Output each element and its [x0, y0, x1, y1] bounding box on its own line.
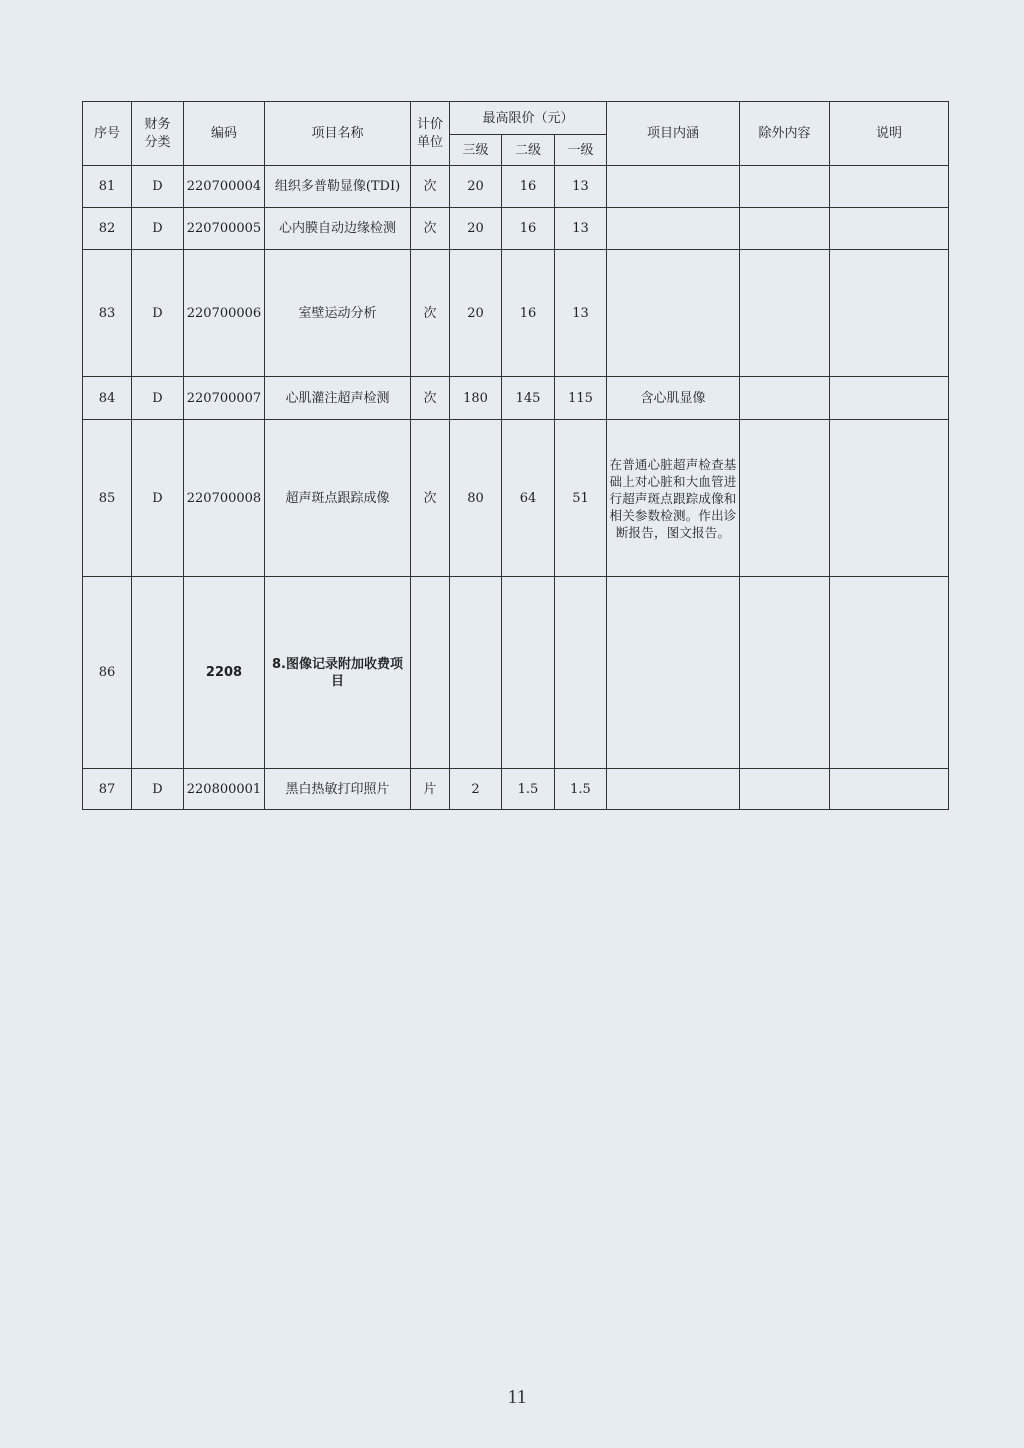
row-price-level3: 180	[450, 377, 502, 420]
row-category: D	[132, 250, 184, 377]
row-name: 室壁运动分析	[265, 250, 411, 377]
row-price-level1: 51	[555, 420, 607, 577]
row-unit: 次	[411, 250, 450, 377]
row-price-level1: 13	[555, 208, 607, 250]
row-category: D	[132, 377, 184, 420]
row-price-level2	[502, 577, 555, 769]
header-remark: 说明	[830, 102, 949, 166]
row-name: 组织多普勒显像(TDI)	[265, 166, 411, 208]
row-exclusion	[740, 577, 830, 769]
row-exclusion	[740, 420, 830, 577]
row-seq: 86	[83, 577, 132, 769]
header-code: 编码	[184, 102, 265, 166]
row-price-level2: 1.5	[502, 769, 555, 810]
row-remark	[830, 166, 949, 208]
row-price-level1	[555, 577, 607, 769]
table-row	[83, 769, 949, 810]
row-exclusion	[740, 377, 830, 420]
row-price-level1: 13	[555, 166, 607, 208]
row-remark	[830, 769, 949, 810]
row-category: D	[132, 166, 184, 208]
row-content	[607, 577, 740, 769]
row-seq: 81	[83, 166, 132, 208]
fee-table	[82, 101, 949, 810]
row-code: 220700005	[184, 208, 265, 250]
table-row	[83, 577, 949, 769]
row-seq: 84	[83, 377, 132, 420]
row-category: D	[132, 208, 184, 250]
table-row	[83, 166, 949, 208]
row-category: D	[132, 420, 184, 577]
row-price-level2: 145	[502, 377, 555, 420]
row-price-level3: 20	[450, 250, 502, 377]
row-price-level3	[450, 577, 502, 769]
row-remark	[830, 577, 949, 769]
row-price-level2: 64	[502, 420, 555, 577]
row-seq: 82	[83, 208, 132, 250]
row-content	[607, 769, 740, 810]
row-exclusion	[740, 769, 830, 810]
row-name: 心内膜自动边缘检测	[265, 208, 411, 250]
row-unit: 次	[411, 166, 450, 208]
row-content	[607, 166, 740, 208]
row-category	[132, 577, 184, 769]
row-price-level3: 20	[450, 208, 502, 250]
row-code: 220800001	[184, 769, 265, 810]
page-number: 11	[507, 1386, 527, 1408]
row-seq: 83	[83, 250, 132, 377]
row-unit: 次	[411, 208, 450, 250]
row-remark	[830, 420, 949, 577]
row-content	[607, 208, 740, 250]
header-content: 项目内涵	[607, 102, 740, 166]
row-name: 黑白热敏打印照片	[265, 769, 411, 810]
row-code: 220700008	[184, 420, 265, 577]
table-row	[83, 420, 949, 577]
row-content: 含心肌显像	[607, 377, 740, 420]
header-level1: 一级	[555, 135, 607, 166]
row-seq: 85	[83, 420, 132, 577]
row-category: D	[132, 769, 184, 810]
header-level3: 三级	[450, 135, 502, 166]
row-price-level2: 16	[502, 250, 555, 377]
table-row	[83, 377, 949, 420]
table-row	[83, 250, 949, 377]
row-exclusion	[740, 166, 830, 208]
row-unit: 片	[411, 769, 450, 810]
row-seq: 87	[83, 769, 132, 810]
row-remark	[830, 250, 949, 377]
header-category: 财务 分类	[132, 102, 184, 166]
row-price-level2: 16	[502, 208, 555, 250]
row-price-level1: 13	[555, 250, 607, 377]
header-exclusion: 除外内容	[740, 102, 830, 166]
row-name: 心肌灌注超声检测	[265, 377, 411, 420]
row-content: 在普通心脏超声检查基础上对心脏和大血管进行超声斑点跟踪成像和相关参数检测。作出诊断报告，图文报告。	[607, 420, 740, 577]
row-exclusion	[740, 208, 830, 250]
row-price-level3: 80	[450, 420, 502, 577]
row-price-level3: 20	[450, 166, 502, 208]
row-price-level1: 115	[555, 377, 607, 420]
header-max-price: 最高限价（元）	[450, 102, 607, 135]
row-price-level3: 2	[450, 769, 502, 810]
row-exclusion	[740, 250, 830, 377]
table-row	[83, 208, 949, 250]
header-unit: 计价 单位	[411, 102, 450, 166]
row-price-level2: 16	[502, 166, 555, 208]
row-unit: 次	[411, 420, 450, 577]
row-code: 220700006	[184, 250, 265, 377]
row-remark	[830, 377, 949, 420]
row-unit: 次	[411, 377, 450, 420]
row-unit	[411, 577, 450, 769]
header-level2: 二级	[502, 135, 555, 166]
row-price-level1: 1.5	[555, 769, 607, 810]
row-name: 8.图像记录附加收费项目	[265, 577, 411, 769]
row-remark	[830, 208, 949, 250]
header-row	[83, 102, 949, 135]
row-code: 220700007	[184, 377, 265, 420]
header-seq: 序号	[83, 102, 132, 166]
header-name: 项目名称	[265, 102, 411, 166]
row-code: 220700004	[184, 166, 265, 208]
row-content	[607, 250, 740, 377]
row-code: 2208	[184, 577, 265, 769]
row-name: 超声斑点跟踪成像	[265, 420, 411, 577]
